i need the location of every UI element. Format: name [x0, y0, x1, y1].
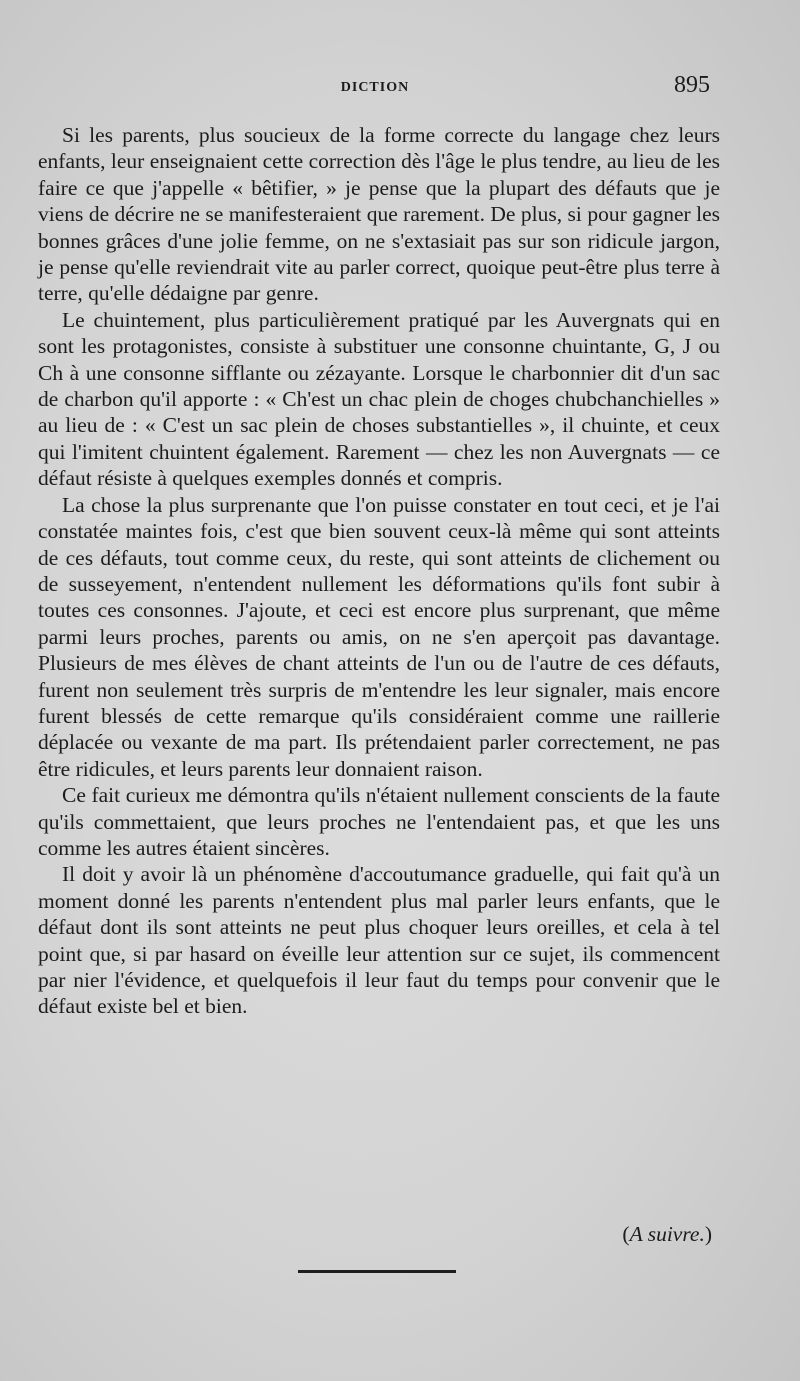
paragraph: Il doit y avoir là un phénomène d'accoutumance graduelle, qui fait qu'à un moment donné les parents n'entendent plus mal parler leurs enfants, que le défaut dont ils sont atteints ne peut plus choquer leurs oreilles, et cela à tel point que, si par hasard on éveille leur attention sur ce sujet, ils commencent par nier l'évidence, et quelquefois il leur faut du temps pour convenir que le défaut existe bel et bien. [38, 862, 720, 1019]
paragraph: Ce fait curieux me démontra qu'ils n'étaient nullement conscients de la faute qu'ils commettaient, que leurs proches ne l'entendaient pas, et que les uns comme les autres étaient sincères. [38, 783, 720, 860]
paragraph: Le chuintement, plus particulièrement pratiqué par les Auvergnats qui en sont les protagonistes, consiste à substituer une consonne chuintante, G, J ou Ch à une consonne sifflante ou zézayante. Lorsque le charbonnier dit d'un sac de charbon qu'il apporte : « Ch'est un chac plein de choges chubchanchielles » au lieu de : « C'est un sac plein de choses substantielles », il chuinte, et ceux qui l'imitent chuintent également. Rarement — chez les non Auvergnats — ce défaut résiste à quelques exemples donnés et compris. [38, 307, 720, 491]
body-text [38, 122, 720, 1020]
to-be-continued-note: (A suivre.) [622, 1222, 712, 1246]
paragraph: La chose la plus surprenante que l'on puisse constater en tout ceci, et je l'ai constatée maintes fois, c'est que bien souvent ceux-là même qui sont atteints de ces défauts, tout comme ceux, du reste, qui sont atteints de clichement ou de susseyement, n'entendent nullement les déformations qu'ils font subir à toutes ces consonnes. J'ajoute, et ceci est encore plus surprenant, que même parmi leurs proches, parents ou amis, on ne s'en aperçoit pas davantage. Plusieurs de mes élèves de chant atteints de l'un ou de l'autre de ces défauts, furent non seulement très surpris de m'entendre les leur signaler, mais encore furent blessés de cette remarque qu'ils considéraient comme une raillerie déplacée ou vexante de ma part. Ils prétendaient parler correctement, ne pas être ridicules, et leurs parents leur donnaient raison. [38, 492, 720, 781]
end-rule [298, 1270, 456, 1273]
paragraph: Si les parents, plus soucieux de la forme correcte du langage chez leurs enfants, leur enseignaient cette correction dès l'âge le plus tendre, au lieu de les faire ce que j'appelle « bêtifier, » je pense que la plupart des défauts que je viens de décrire ne se manifesteraient que rarement. De plus, si pour gagner les bonnes grâces d'une jolie femme, on ne s'extasiait pas sur son ridicule jargon, je pense qu'elle reviendrait vite au parler correct, quoique peut-être plus terre à terre, qu'elle dédaigne par genre. [38, 123, 720, 306]
page-header [40, 72, 710, 106]
page-number: 895 [674, 72, 710, 98]
to-be-continued-text: A suivre. [629, 1222, 705, 1246]
running-head: DICTION [340, 80, 410, 95]
